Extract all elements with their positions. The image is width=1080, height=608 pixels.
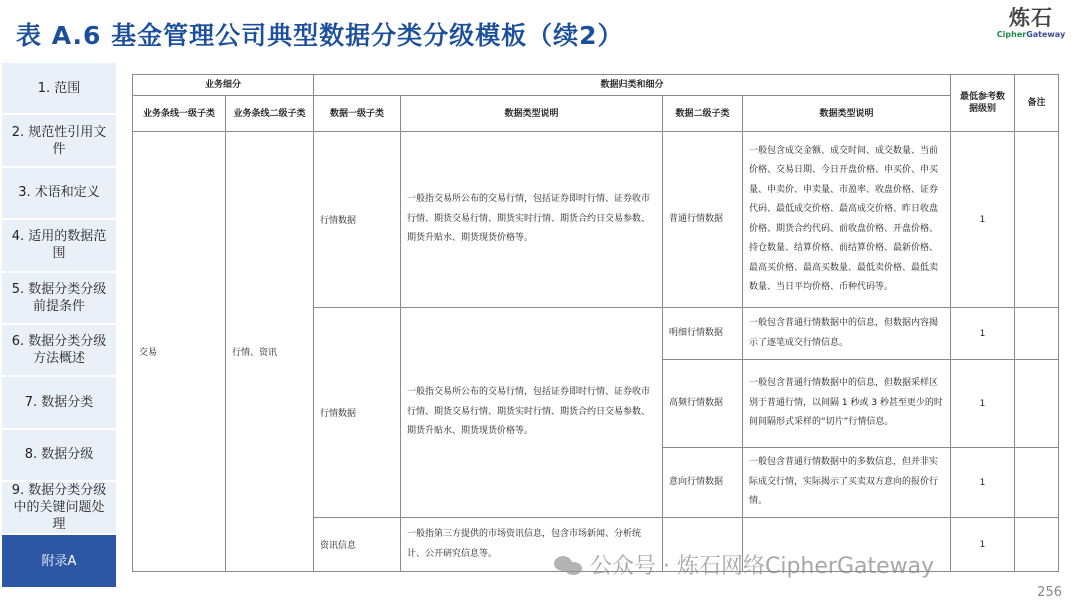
nav-item-scope[interactable]: 1. 范围 (2, 63, 116, 115)
classification-table (132, 74, 1059, 572)
wechat-icon (554, 554, 584, 576)
nav-item-data-grading[interactable]: 8. 数据分级 (2, 430, 116, 482)
header-desc-2: 数据类型说明 (743, 96, 951, 132)
header-note: 备注 (1015, 75, 1059, 132)
cell-data-l1: 行情数据 (314, 132, 401, 308)
cell-desc-2: 一般包含普通行情数据中的信息，但数据内容揭示了逐笔成交行情信息。 (743, 308, 951, 360)
nav-item-key-issues[interactable]: 9. 数据分类分级中的关键问题处理 (2, 482, 116, 535)
cell-data-l1: 行情数据 (314, 308, 401, 518)
logo-en-text: CipherGateway (996, 30, 1066, 39)
cell-note (1015, 518, 1059, 572)
page-title: 表 A.6 基金管理公司典型数据分类分级模板（续2） (16, 21, 624, 50)
header-data-classification: 数据归类和细分 (314, 75, 951, 96)
watermark (554, 549, 934, 580)
cell-business-l1: 交易 (133, 132, 226, 572)
nav-item-applicable-data-scope[interactable]: 4. 适用的数据范围 (2, 220, 116, 272)
header-min-level: 最低参考数据级别 (951, 75, 1015, 132)
cell-desc-2: 一般包含普通行情数据中的信息，但数据采样区别于普通行情，以间隔 1 秒或 3 秒甚至更少的时间间隔形式采样的“切片”行情信息。 (743, 360, 951, 448)
header-business-l1: 业务条线一级子类 (133, 96, 226, 132)
cell-level: 1 (951, 448, 1015, 518)
nav-item-terms-definitions[interactable]: 3. 术语和定义 (2, 168, 116, 220)
cell-data-l2: 普通行情数据 (663, 132, 743, 308)
watermark-text: 公众号 · 炼石网络CipherGateway (590, 554, 935, 579)
header-data-l1: 数据一级子类 (314, 96, 401, 132)
sidebar-nav (2, 63, 116, 587)
nav-item-normative-references[interactable]: 2. 规范性引用文件 (2, 115, 116, 167)
page-number: 256 (1037, 585, 1062, 600)
classification-table-container (132, 74, 1058, 571)
table-row (133, 132, 1059, 308)
header-business-breakdown: 业务细分 (133, 75, 314, 96)
cell-data-l2: 意向行情数据 (663, 448, 743, 518)
header-business-l2: 业务条线二级子类 (226, 96, 314, 132)
cell-level: 1 (951, 308, 1015, 360)
nav-item-prerequisites[interactable]: 5. 数据分类分级前提条件 (2, 273, 116, 325)
nav-item-method-overview[interactable]: 6. 数据分类分级方法概述 (2, 325, 116, 377)
cell-data-l2: 明细行情数据 (663, 308, 743, 360)
cell-desc-1: 一般指交易所公布的交易行情，包括证券即时行情、证券收市行情、期货交易行情、期货实时行情、期货合约日交易参数、期货升贴水、期货现货价格等。 (401, 308, 663, 518)
cell-data-l1: 资讯信息 (314, 518, 401, 572)
cell-note (1015, 448, 1059, 518)
cell-level: 1 (951, 360, 1015, 448)
cell-note (1015, 308, 1059, 360)
header-data-l2: 数据二级子类 (663, 96, 743, 132)
cell-data-l2: 高频行情数据 (663, 360, 743, 448)
company-logo (996, 6, 1066, 40)
cell-desc-1: 一般指交易所公布的交易行情，包括证券即时行情、证券收市行情、期货交易行情、期货实时行情、期货合约日交易参数、期货升贴水、期货现货价格等。 (401, 132, 663, 308)
cell-desc-2: 一般包含普通行情数据中的多数信息，但并非实际成交行情，实际揭示了买卖双方意向的报价行情。 (743, 448, 951, 518)
nav-item-appendix-a[interactable]: 附录A (2, 535, 116, 587)
cell-level: 1 (951, 132, 1015, 308)
cell-note (1015, 132, 1059, 308)
header-desc-1: 数据类型说明 (401, 96, 663, 132)
nav-item-data-classification[interactable]: 7. 数据分类 (2, 377, 116, 429)
cell-desc-2: 一般包含成交金额、成交时间、成交数量、当前价格、交易日期、今日开盘价格、申买价、申买量、申卖价、申卖量、市盈率、收盘价格、证券代码、最低成交价格、最高成交价格、昨日收盘价格、期货合约代码、前收盘价格、开盘价格、持仓数量、结算价格、前结算价格、最新价格、最高买价格、最高买数量、最低卖价格、最低卖数量、当日平均价格、币种代码等。 (743, 132, 951, 308)
logo-cn-text: 炼石 (1009, 6, 1053, 30)
cell-note (1015, 360, 1059, 448)
cell-desc-1: 一般指第三方提供的市场资讯信息，包含市场新闻、分析统计、公开研究信息等。 (401, 518, 663, 572)
cell-level: 1 (951, 518, 1015, 572)
cell-business-l2: 行情、资讯 (226, 132, 314, 572)
